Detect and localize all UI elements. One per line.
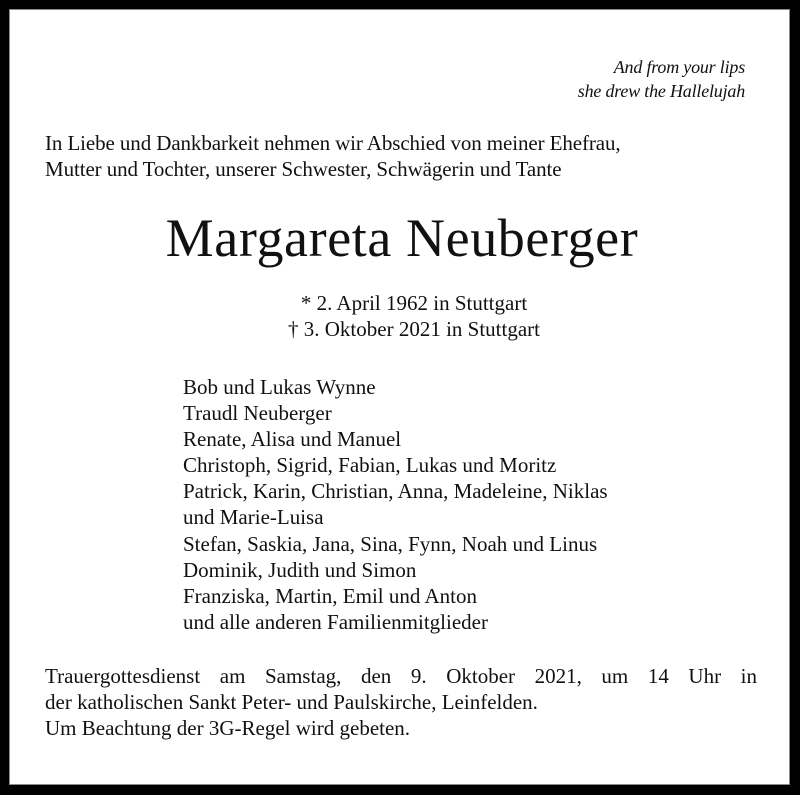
service-line: der katholischen Sankt Peter- und Paulskirche, Leinfelden. xyxy=(45,690,538,714)
epigraph-quote xyxy=(578,55,745,103)
family-line: Christoph, Sigrid, Fabian, Lukas und Moritz xyxy=(183,453,557,478)
intro-line: Mutter und Tochter, unserer Schwester, Schwägerin und Tante xyxy=(45,157,562,181)
life-dates xyxy=(14,290,800,342)
quote-line: And from your lips xyxy=(613,57,745,77)
family-line: und Marie-Luisa xyxy=(183,505,324,530)
birth-date: * 2. April 1962 in Stuttgart xyxy=(300,291,528,315)
family-list xyxy=(183,374,608,635)
service-info xyxy=(45,663,757,741)
deceased-name: Margareta Neuberger xyxy=(165,208,639,268)
intro-line: In Liebe und Dankbarkeit nehmen wir Abschied von meiner Ehefrau, xyxy=(45,131,621,155)
family-line: Patrick, Karin, Christian, Anna, Madeleine, Niklas xyxy=(183,479,608,504)
death-date: † 3. Oktober 2021 in Stuttgart xyxy=(288,317,540,341)
service-line: Um Beachtung der 3G-Regel wird gebeten. xyxy=(45,716,411,740)
family-line: Bob und Lukas Wynne xyxy=(183,375,376,399)
family-line: Traudl Neuberger xyxy=(183,401,332,426)
intro-text xyxy=(45,130,757,182)
family-line: Stefan, Saskia, Jana, Sina, Fynn, Noah und Linus xyxy=(183,531,598,556)
family-line: Dominik, Judith und Simon xyxy=(183,557,417,582)
service-line: Trauergottesdienst am Samstag, den 9. Oktober 2021, um 14 Uhr in xyxy=(45,664,757,688)
family-line: Renate, Alisa und Manuel xyxy=(183,427,402,452)
family-line: Franziska, Martin, Emil und Anton xyxy=(183,583,477,608)
quote-line: she drew the Hallelujah xyxy=(577,81,745,101)
family-line: und alle anderen Familienmitglieder xyxy=(183,609,488,634)
